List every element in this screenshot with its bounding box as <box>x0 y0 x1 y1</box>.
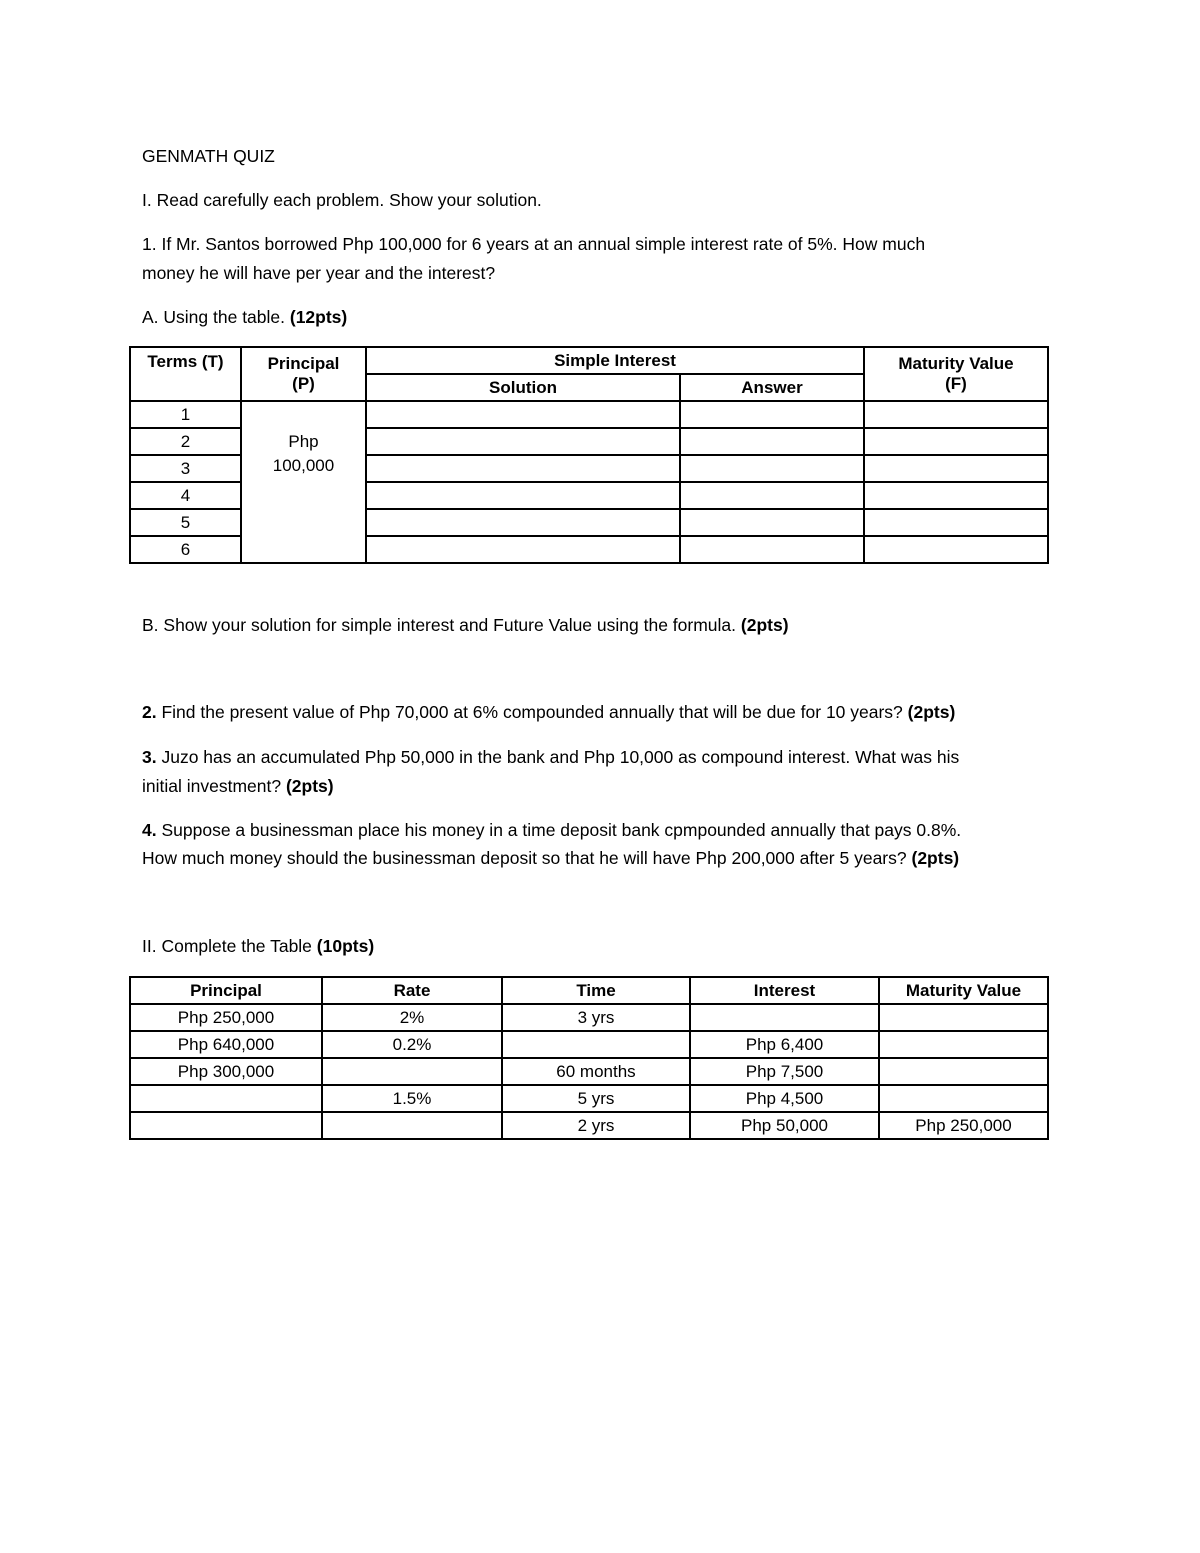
maturity-cell[interactable] <box>864 401 1048 428</box>
principal-cell[interactable]: Php 300,000 <box>130 1058 322 1085</box>
principal-cell <box>241 401 366 563</box>
solution-cell[interactable] <box>366 401 680 428</box>
table-row <box>130 1004 1048 1031</box>
answer-cell[interactable] <box>680 536 864 563</box>
solution-header: Solution <box>366 374 680 401</box>
rate-cell[interactable]: 0.2% <box>322 1031 502 1058</box>
answer-cell[interactable] <box>680 509 864 536</box>
time-cell[interactable]: 5 yrs <box>502 1085 690 1112</box>
part1-instruction: I. Read carefully each problem. Show your solution. <box>142 190 542 210</box>
term-cell: 1 <box>130 401 241 428</box>
answer-cell[interactable] <box>680 401 864 428</box>
rate-cell[interactable]: 1.5% <box>322 1085 502 1112</box>
principal-cell[interactable] <box>130 1085 322 1112</box>
answer-header: Answer <box>680 374 864 401</box>
table-row <box>130 1058 1048 1085</box>
interest-cell[interactable]: Php 4,500 <box>690 1085 879 1112</box>
maturity-cell[interactable] <box>864 509 1048 536</box>
question-2-number: 2. <box>142 702 157 722</box>
time-column-header: Time <box>502 977 690 1004</box>
part-b-label <box>142 614 789 636</box>
principal-header <box>241 347 366 401</box>
part2-points: (10pts) <box>316 936 375 956</box>
question-1-line-2: money he will have per year and the interest? <box>142 263 496 283</box>
part2-text: II. Complete the Table <box>142 936 312 956</box>
question-3-text: Juzo has an accumulated Php 50,000 in the bank and Php 10,000 as compound interest. What was his <box>156 747 960 767</box>
question-1-line-1: 1. If Mr. Santos borrowed Php 100,000 for 6 years at an annual simple interest rate of 5%. How much <box>142 234 926 254</box>
rate-column-header: Rate <box>322 977 502 1004</box>
principal-header-line-1: Principal <box>267 354 340 373</box>
principal-cell[interactable]: Php 640,000 <box>130 1031 322 1058</box>
interest-cell[interactable]: Php 6,400 <box>690 1031 879 1058</box>
maturity-cell[interactable] <box>864 428 1048 455</box>
interest-cell[interactable]: Php 50,000 <box>690 1112 879 1139</box>
time-cell[interactable] <box>502 1031 690 1058</box>
principal-cell[interactable] <box>130 1112 322 1139</box>
question-2-points: (2pts) <box>907 702 956 722</box>
answer-cell[interactable] <box>680 455 864 482</box>
interest-cell[interactable]: Php 7,500 <box>690 1058 879 1085</box>
table-header-row <box>130 347 1048 374</box>
question-3-line-1 <box>142 746 959 768</box>
question-3-number: 3. <box>142 747 157 767</box>
part2-label <box>142 935 374 957</box>
principal-column-header: Principal <box>130 977 322 1004</box>
maturity-header-line-1: Maturity Value <box>898 354 1014 373</box>
question-3-line-2 <box>142 775 334 797</box>
question-4-number: 4. <box>142 820 157 840</box>
maturity-cell[interactable] <box>864 536 1048 563</box>
solution-cell[interactable] <box>366 482 680 509</box>
time-cell[interactable]: 2 yrs <box>502 1112 690 1139</box>
rate-cell[interactable] <box>322 1112 502 1139</box>
principal-cell[interactable]: Php 250,000 <box>130 1004 322 1031</box>
maturity-value-cell[interactable]: Php 250,000 <box>879 1112 1048 1139</box>
answer-cell[interactable] <box>680 482 864 509</box>
part-b-points: (2pts) <box>740 615 789 635</box>
complete-the-table <box>129 976 1049 1140</box>
maturity-value-column-header: Maturity Value <box>879 977 1048 1004</box>
question-3-points: (2pts) <box>285 776 334 796</box>
table-header-row <box>130 977 1048 1004</box>
table-row <box>130 1085 1048 1112</box>
answer-cell[interactable] <box>680 428 864 455</box>
maturity-value-cell[interactable] <box>879 1031 1048 1058</box>
solution-cell[interactable] <box>366 536 680 563</box>
maturity-header-line-2: (F) <box>945 374 967 393</box>
simple-interest-header: Simple Interest <box>366 347 864 374</box>
maturity-cell[interactable] <box>864 482 1048 509</box>
page-title: GENMATH QUIZ <box>142 146 275 166</box>
question-4-points: (2pts) <box>911 848 960 868</box>
question-3-text-2: initial investment? <box>142 776 282 796</box>
question-4-text-2: How much money should the businessman deposit so that he will have Php 200,000 after 5 years? <box>142 848 907 868</box>
part-b-text: B. Show your solution for simple interest and Future Value using the formula. <box>142 615 737 635</box>
question-2 <box>142 701 955 723</box>
maturity-value-header <box>864 347 1048 401</box>
principal-line-2: 100,000 <box>272 456 335 475</box>
table-row <box>130 1031 1048 1058</box>
time-cell[interactable]: 60 months <box>502 1058 690 1085</box>
principal-header-line-2: (P) <box>292 374 315 393</box>
rate-cell[interactable] <box>322 1058 502 1085</box>
solution-cell[interactable] <box>366 509 680 536</box>
time-cell[interactable]: 3 yrs <box>502 1004 690 1031</box>
solution-cell[interactable] <box>366 455 680 482</box>
term-cell: 4 <box>130 482 241 509</box>
table-row <box>130 1112 1048 1139</box>
term-cell: 6 <box>130 536 241 563</box>
term-cell: 5 <box>130 509 241 536</box>
solution-cell[interactable] <box>366 428 680 455</box>
question-2-text: Find the present value of Php 70,000 at 6% compounded annually that will be due for 10 years? <box>156 702 903 722</box>
part-a-text: A. Using the table. <box>142 307 285 327</box>
question-4-line-1 <box>142 819 961 841</box>
terms-header: Terms (T) <box>130 347 241 401</box>
interest-column-header: Interest <box>690 977 879 1004</box>
term-cell: 3 <box>130 455 241 482</box>
maturity-cell[interactable] <box>864 455 1048 482</box>
simple-interest-table <box>129 346 1049 564</box>
maturity-value-cell[interactable] <box>879 1085 1048 1112</box>
part-a-points: (12pts) <box>289 307 348 327</box>
principal-line-1: Php <box>288 432 319 451</box>
term-cell: 2 <box>130 428 241 455</box>
part-a-label <box>142 306 347 328</box>
maturity-value-cell[interactable] <box>879 1058 1048 1085</box>
interest-cell[interactable] <box>690 1004 879 1031</box>
table-row <box>130 401 1048 428</box>
question-4-line-2 <box>142 847 959 869</box>
maturity-value-cell[interactable] <box>879 1004 1048 1031</box>
rate-cell[interactable]: 2% <box>322 1004 502 1031</box>
question-4-text: Suppose a businessman place his money in a time deposit bank cpmpounded annually that pays 0.8%. <box>156 820 962 840</box>
